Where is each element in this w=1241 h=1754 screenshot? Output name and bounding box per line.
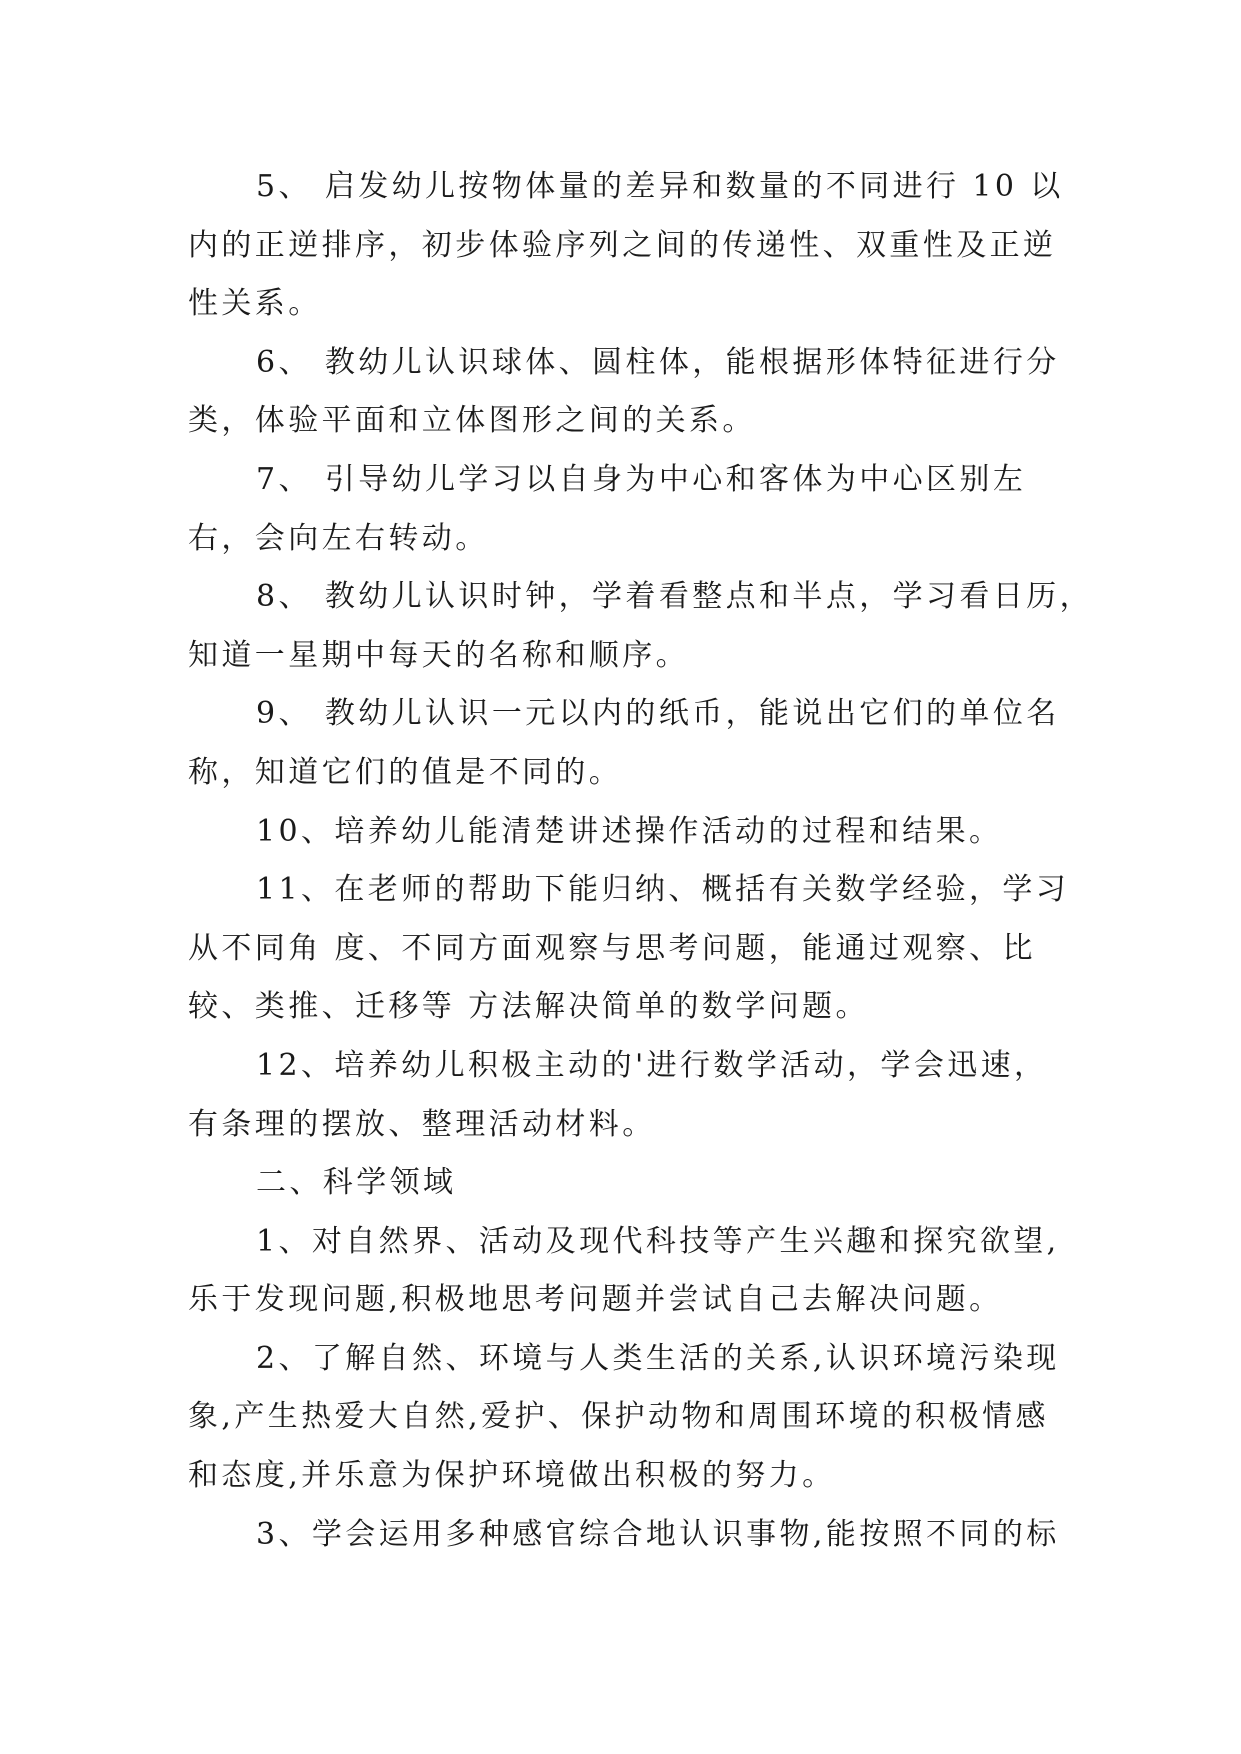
paragraph-item-12: [188, 1037, 1048, 1154]
text-line: 3、学会运用多种感官综合地认识事物,能按照不同的标: [256, 1516, 1060, 1552]
text-line: 内的正逆排序，初步体验序列之间的传递性、双重性及正逆: [188, 227, 1057, 263]
text-line: 7、 引导幼儿学习以自身为中心和客体为中心区别左: [256, 461, 1027, 497]
document-body: [188, 158, 1094, 1564]
paragraph-item-10: [188, 803, 1048, 862]
paragraph-section-2-heading: [188, 1154, 1048, 1213]
text-line: 象,产生热爱大自然,爱护、保护动物和周围环境的积极情感: [188, 1399, 1049, 1435]
text-line: 和态度,并乐意为保护环境做出积极的努力。: [188, 1458, 836, 1494]
paragraph-science-1: [188, 1213, 1060, 1330]
text-line: 9、 教幼儿认识一元以内的纸币，能说出它们的单位名: [256, 696, 1060, 732]
text-line: 5、 启发幼儿按物体量的差异和数量的不同进行 10 以: [256, 169, 1064, 204]
text-line: 1、对自然界、活动及现代科技等产生兴趣和探究欲望,: [256, 1223, 1060, 1259]
text-line: 较、类推、迁移等 方法解决简单的数学问题。: [188, 989, 869, 1025]
text-line: 8、 教幼儿认识时钟，学着看整点和半点，学习看日历，: [256, 579, 1094, 615]
paragraph-science-2: [188, 1330, 1060, 1506]
text-line: 有条理的摆放、整理活动材料。: [188, 1106, 656, 1142]
text-line: 知道一星期中每天的名称和顺序。: [188, 637, 689, 673]
text-line: 12、培养幼儿积极主动的'进行数学活动，学会迅速，: [256, 1047, 1048, 1083]
text-line: 10、培养幼儿能清楚讲述操作活动的过程和结果。: [256, 813, 1003, 849]
text-line: 2、了解自然、环境与人类生活的关系,认识环境污染现: [256, 1340, 1060, 1376]
paragraph-item-7: [188, 451, 1048, 568]
text-line: 从不同角 度、不同方面观察与思考问题，能通过观察、比: [188, 930, 1036, 966]
paragraph-item-9: [188, 685, 1060, 802]
text-line: 性关系。: [188, 286, 322, 322]
text-line: 称，知道它们的值是不同的。: [188, 754, 623, 790]
text-line: 右，会向左右转动。: [188, 520, 489, 556]
text-line: 二、科学领域: [256, 1165, 457, 1201]
text-line: 6、 教幼儿认识球体、圆柱体，能根据形体特征进行分: [256, 344, 1060, 380]
paragraph-item-5: [188, 158, 1064, 334]
paragraph-item-11: [188, 861, 1070, 1037]
text-line: 乐于发现问题,积极地思考问题并尝试自己去解决问题。: [188, 1282, 1003, 1318]
paragraph-item-8: [188, 568, 1094, 685]
paragraph-item-6: [188, 334, 1060, 451]
text-line: 11、在老师的帮助下能归纳、概括有关数学经验，学习: [256, 872, 1070, 908]
text-line: 类，体验平面和立体图形之间的关系。: [188, 403, 756, 439]
paragraph-science-3: [188, 1506, 1060, 1565]
